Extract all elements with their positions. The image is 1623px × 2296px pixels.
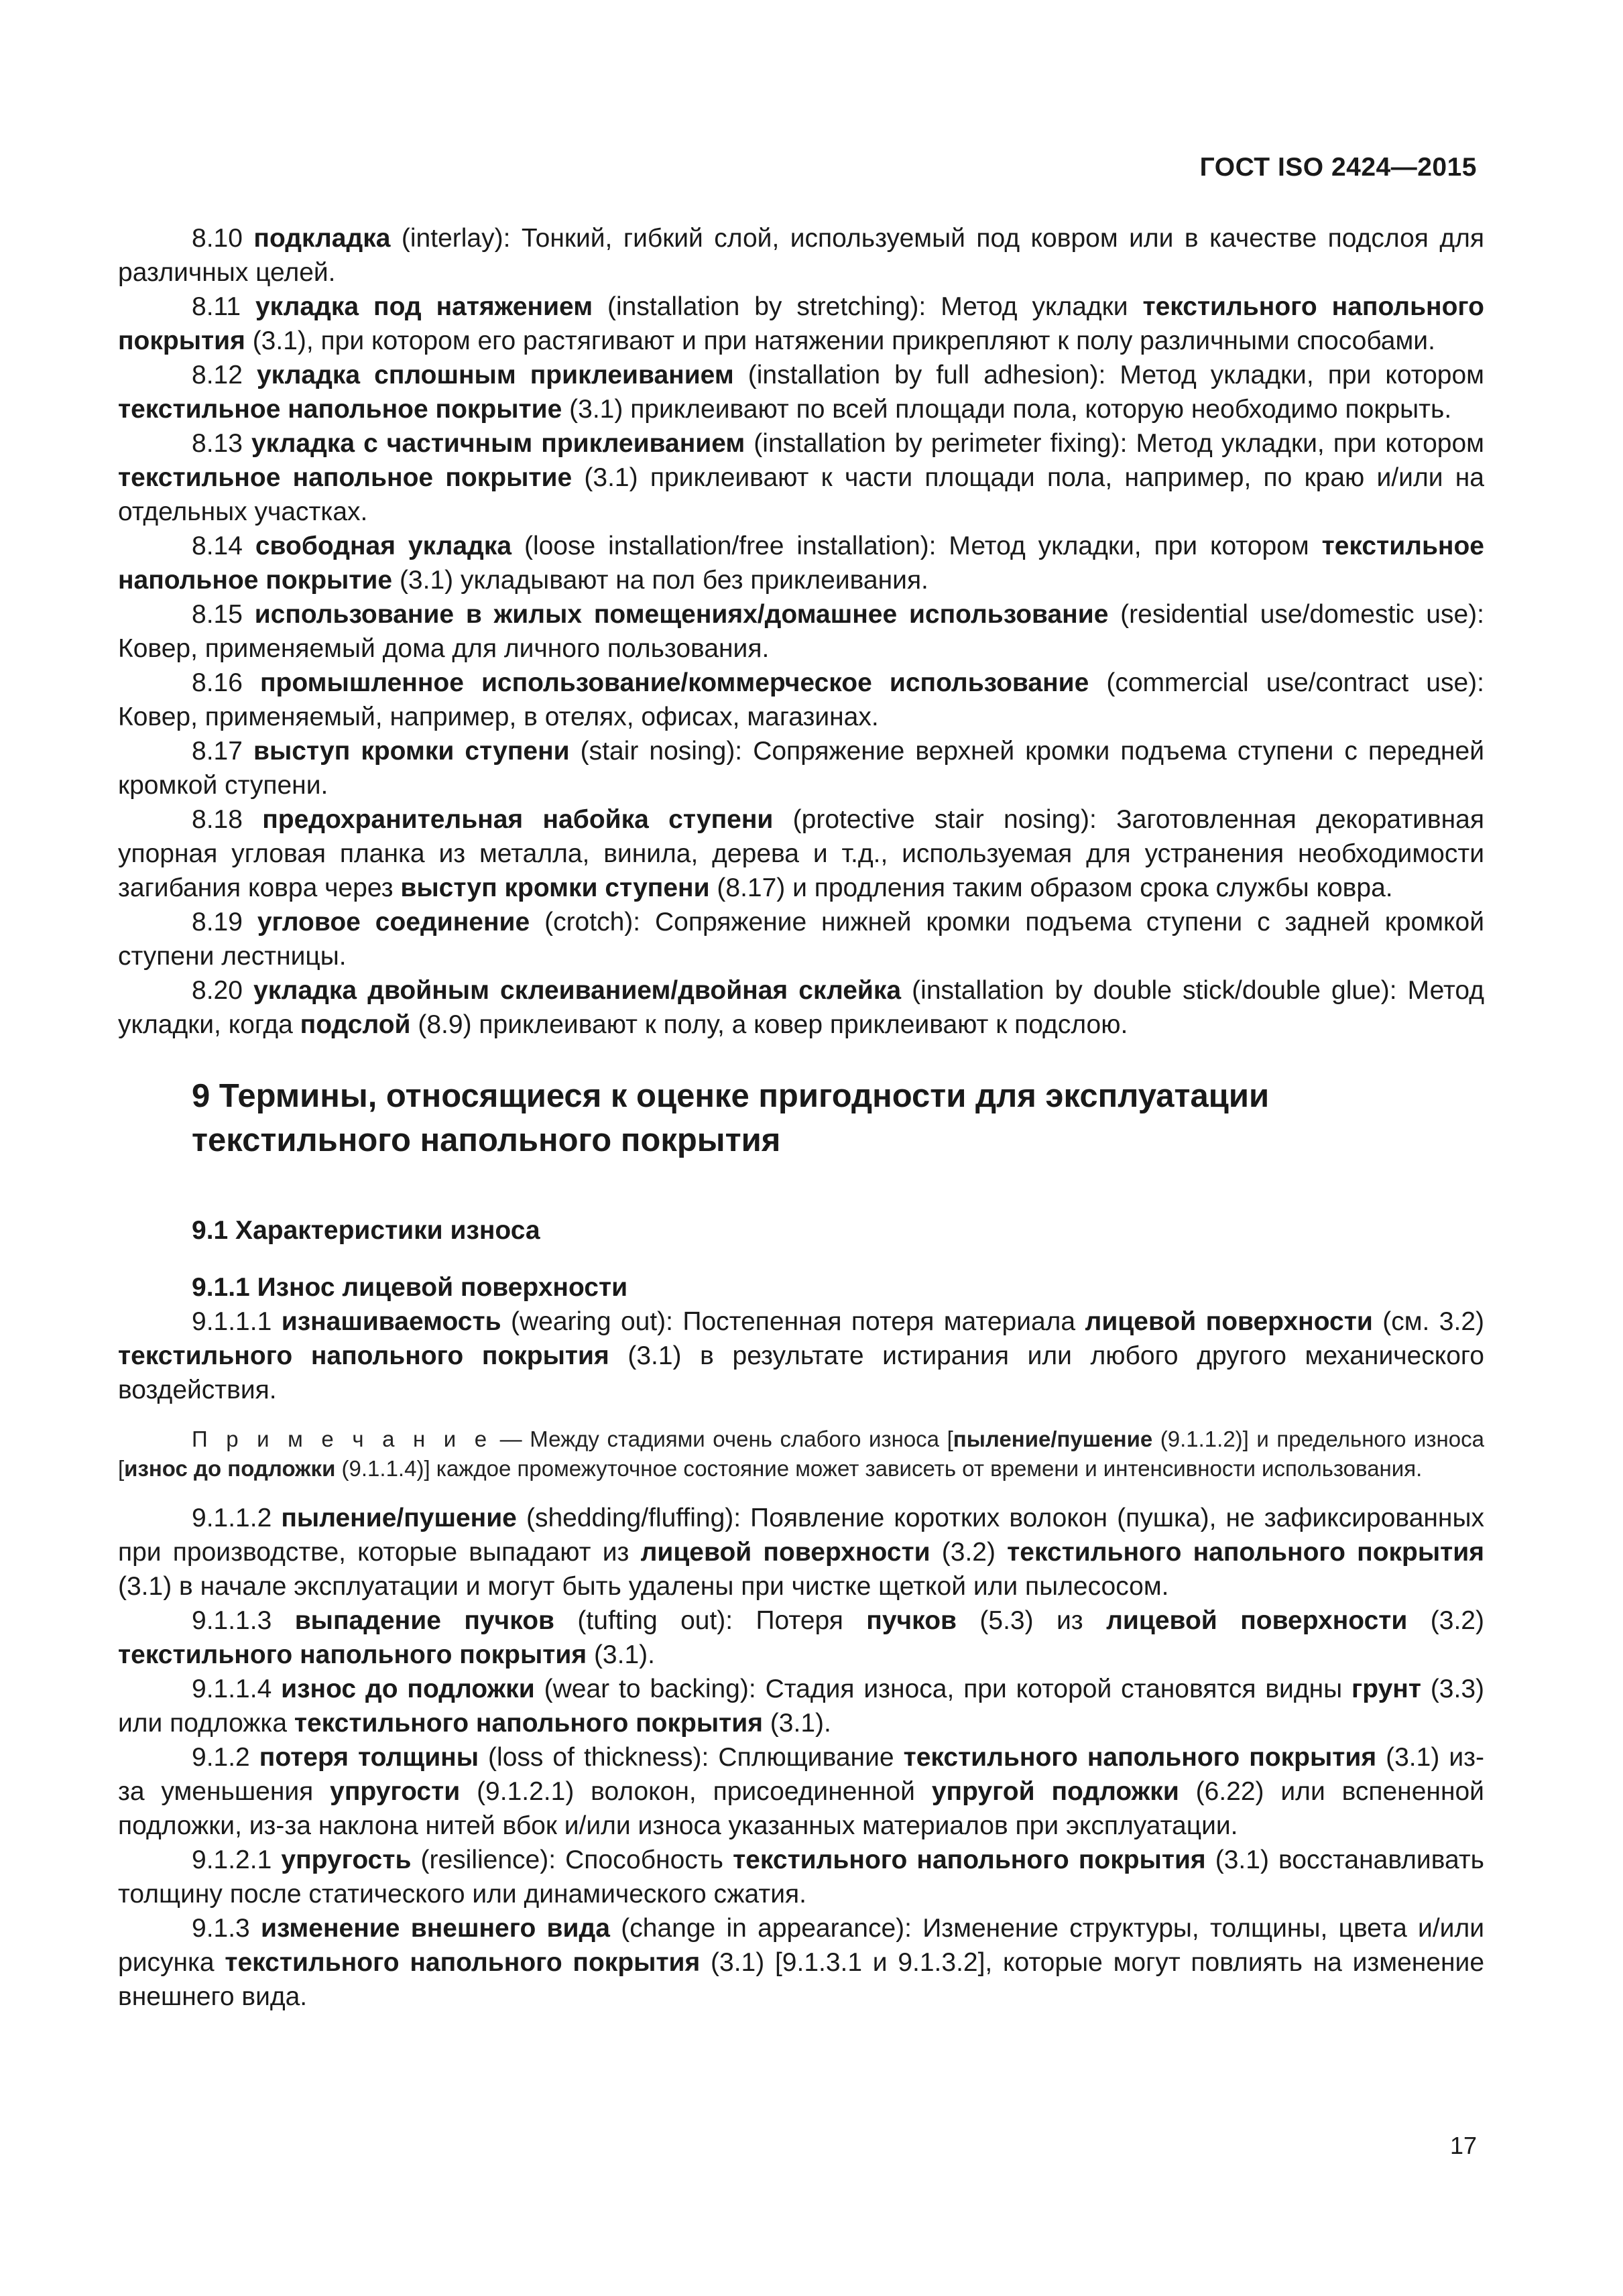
term-9-1-3: 9.1.3 изменение внешнего вида (change in appearance): Изменение структуры, толщины, цвета и/или рисунка текстильного напольного покрытия (3.1) [9.1.3.1 и 9.1.3.2], которые могут повлиять на изменение внешнего вида. [118,1914,1485,2011]
term-8-12: 8.12 укладка сплошным приклеиванием (installation by full adhesion): Метод укладки, при котором текстильное напольное покрытие (3.1) приклеивают по всей площади пола, которую необходимо покрыть. [118,361,1484,424]
term-9-1-1-3: 9.1.1.3 выпадение пучков (tufting out): Потеря пучков (5.3) из лицевой поверхности (3.2) текстильного напольного покрытия (3.1). [118,1606,1484,1669]
document-body [118,221,1484,2014]
term-8-19: 8.19 угловое соединение (crotch): Сопряжение нижней кромки подъема ступени с задней кромкой ступени лестницы. [118,908,1484,971]
subsection-9-1: 9.1 Характеристики износа [192,1216,540,1245]
section-9-title: 9 Термины, относящиеся к оценке пригодности для эксплуатации текстильного напольного покрытия [192,1078,1270,1158]
term-9-1-2-1: 9.1.2.1 упругость (resilience): Способность текстильного напольного покрытия (3.1) восстанавливать толщину после статического или динамического сжатия. [118,1846,1484,1909]
term-8-16: 8.16 промышленное использование/коммерческое использование (commercial use/contract use): Ковер, применяемый, например, в отелях, офисах, магазинах. [118,668,1484,731]
term-8-10: 8.10 подкладка (interlay): Тонкий, гибкий слой, используемый под ковром или в качестве подслоя для различных целей. [118,224,1484,287]
term-8-14: 8.14 свободная укладка (loose installation/free installation): Метод укладки, при котором текстильное напольное покрытие (3.1) укладывают на пол без приклеивания. [118,532,1484,595]
term-8-11: 8.11 укладка под натяжением (installation by stretching): Метод укладки текстильного напольного покрытия (3.1), при котором его растягивают и при натяжении прикрепляют к полу различными способами. [118,292,1484,355]
term-8-20: 8.20 укладка двойным склеиванием/двойная склейка (installation by double stick/double glue): Метод укладки, когда подслой (8.9) приклеивают к полу, а ковер приклеивают к подслою. [118,976,1484,1039]
term-9-1-1-2: 9.1.1.2 пыление/пушение (shedding/fluffing): Появление коротких волокон (пушка), не зафиксированных при производстве, которые выпадают из лицевой поверхности (3.2) текстильного напольного покрытия (3.1) в начале эксплуатации и могут быть удалены при чистке щеткой или пылесосом. [118,1504,1484,1601]
standard-header: ГОСТ ISO 2424—2015 [1199,153,1477,182]
term-8-17: 8.17 выступ кромки ступени (stair nosing): Сопряжение верхней кромки подъема ступени с передней кромкой ступени. [118,737,1484,800]
term-8-18: 8.18 предохранительная набойка ступени (protective stair nosing): Заготовленная декоративная упорная угловая планка из металла, винила, дерева и т.д., используемая для устранения необходимости загибания ковра через выступ кромки ступени (8.17) и продления таким образом срока службы ковра. [118,805,1484,902]
note: П р и м е ч а н и е — Между стадиями очень слабого износа [пыление/пушение (9.1.1.2)] и предельного износа [износ до подложки (9.1.1.4)] каждое промежуточное состояние может зависеть от времени и интенсивности использования. [118,1427,1484,1481]
term-8-15: 8.15 использование в жилых помещениях/домашнее использование (residential use/domestic use): Ковер, применяемый дома для личного пользования. [118,600,1484,663]
subsection-9-1-1: 9.1.1 Износ лицевой поверхности [192,1273,628,1302]
term-9-1-1-1: 9.1.1.1 изнашиваемость (wearing out): Постепенная потеря материала лицевой поверхности (см. 3.2) текстильного напольного покрытия (3.1) в результате истирания или любого другого механического воздействия. [118,1307,1485,1404]
term-8-13: 8.13 укладка с частичным приклеиванием (installation by perimeter fixing): Метод укладки, при котором текстильное напольное покрытие (3.1) приклеивают к части площади пола, например, по краю и/или на отдельных участках. [118,429,1484,526]
page-number: 17 [1449,2132,1477,2159]
term-9-1-2: 9.1.2 потеря толщины (loss of thickness): Сплющивание текстильного напольного покрытия (3.1) из-за уменьшения упругости (9.1.2.1) волокон, присоединенной упругой подложки (6.22) или вспененной подложки, из-за наклона нитей вбок и/или износа указанных материалов при эксплуатации. [118,1743,1484,1840]
term-9-1-1-4: 9.1.1.4 износ до подложки (wear to backing): Стадия износа, при которой становятся видны грунт (3.3) или подложка текстильного напольного покрытия (3.1). [118,1675,1485,1738]
